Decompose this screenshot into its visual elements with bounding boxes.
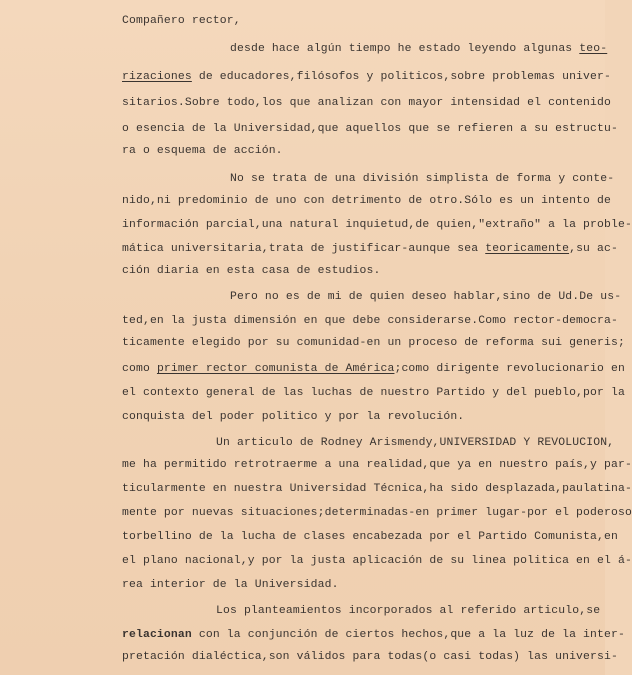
text-line: ra o esquema de acción. (122, 145, 283, 157)
text-line: mente por nuevas situaciones;determinadas-en primer lugar-por el poderoso (122, 507, 632, 519)
text-line: Los planteamientos incorporados al referido articulo,se (216, 605, 601, 617)
text-line: ticamente elegido por su comunidad-en un proceso de reforma sui generis; (122, 337, 625, 349)
text-line: ted,en la justa dimensión en que debe considerarse.Como rector-democra- (122, 315, 618, 327)
text-line: me ha permitido retrotraerme a una realidad,que ya en nuestro país,y par- (122, 459, 632, 471)
underlined-text: teoricamente (485, 243, 570, 255)
text-line: ticularmente en nuestra Universidad Técnica,ha sido desplazada,paulatina- (122, 483, 632, 495)
text-line: el plano nacional,y por la justa aplicación de su linea politica en el á- (122, 555, 632, 567)
text-line: relacionan con la conjunción de ciertos hechos,que a la luz de la inter- (122, 629, 625, 641)
text-line: nido,ni predominio de uno con detrimento de otro.Sólo es un intento de (122, 195, 611, 207)
text-line: como primer rector comunista de América;como dirigente revolucionario en (122, 363, 625, 375)
text-line: o esencia de la Universidad,que aquellos que se refieren a su estructu- (122, 123, 618, 135)
text-line: pretación dialéctica,son válidos para todas(o casi todas) las universi- (122, 651, 618, 663)
text-line: información parcial,una natural inquietud,de quien,"extraño" a la proble- (122, 219, 632, 231)
text-line: Pero no es de mi de quien deseo hablar,sino de Ud.De us- (230, 291, 622, 303)
underlined-text: rizaciones (122, 71, 192, 83)
text-line: desde hace algún tiempo he estado leyendo algunas teo- (230, 43, 608, 55)
text-line: rizaciones de educadores,filósofos y politicos,sobre problemas univer- (122, 71, 611, 83)
text-line: Un articulo de Rodney Arismendy,UNIVERSIDAD Y REVOLUCION, (216, 437, 615, 449)
underlined-text: primer rector comunista de América (156, 363, 395, 375)
underlined-text: teo- (579, 43, 608, 55)
bold-text: relacionan (122, 629, 192, 641)
text-line: No se trata de una división simplista de forma y conte- (230, 173, 615, 185)
text-line: conquista del poder politico y por la revolución. (122, 411, 465, 423)
text-line: mática universitaria,trata de justificar-aunque sea teoricamente,su ac- (122, 243, 618, 255)
text-line: rea interior de la Universidad. (122, 579, 339, 591)
text-line: sitarios.Sobre todo,los que analizan con mayor intensidad el contenido (122, 97, 611, 109)
text-line: el contexto general de las luchas de nuestro Partido y del pueblo,por la (122, 387, 625, 399)
text-line: torbellino de la lucha de clases encabezada por el Partido Comunista,en (122, 531, 618, 543)
salutation: Compañero rector, (122, 15, 241, 27)
text-line: ción diaria en esta casa de estudios. (122, 265, 381, 277)
